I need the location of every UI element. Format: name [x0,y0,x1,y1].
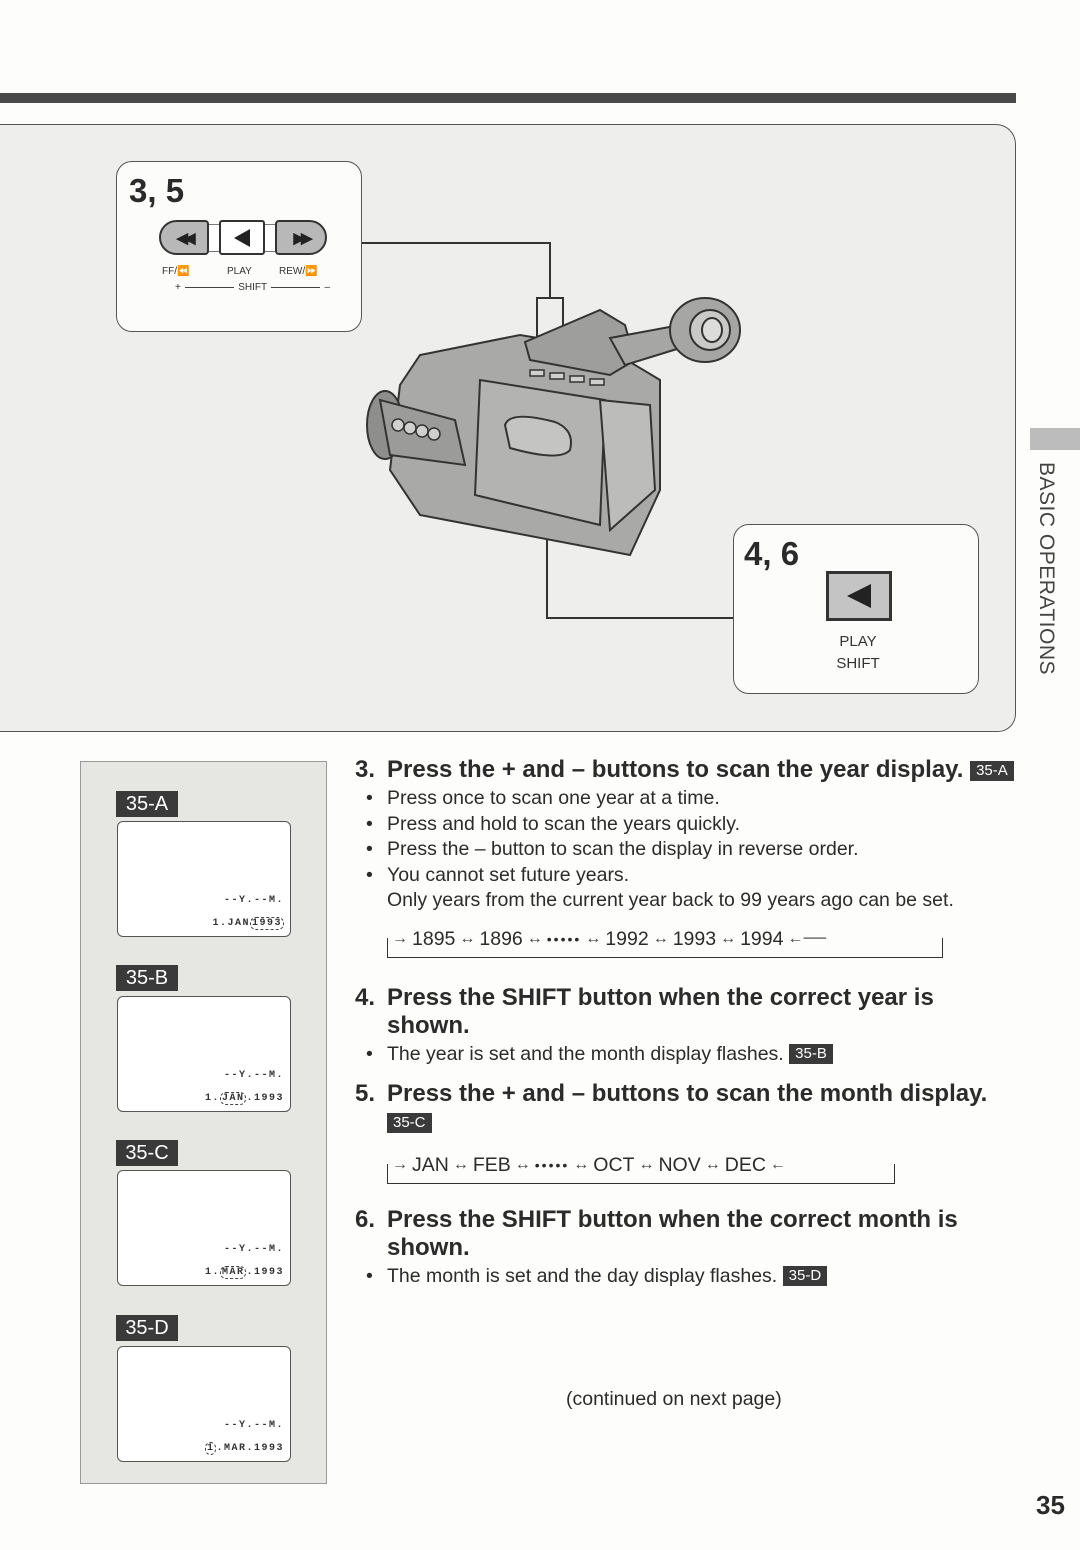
step-text: Press the SHIFT button when the correct year is shown. [387,983,934,1039]
year-cycle-diagram [387,926,943,966]
screen-tag: 35-A [116,791,178,817]
callout-number: 4, 6 [744,535,800,572]
date-static: .1993 [246,1093,284,1104]
cycle-item: 1896 [479,927,523,950]
screen-date-format: --Y.--M. [223,1244,284,1255]
callout-number: 3, 5 [129,172,185,209]
cycle-ellipsis: ••••• [546,931,582,948]
bullet-item: • Press and hold to scan the years quickly. [355,812,1015,838]
header-rule [0,93,1016,103]
step-number: 4. [355,983,376,1011]
cycle-item: JAN [412,1153,449,1176]
display-screen-35b [117,996,291,1112]
step-title [355,756,1015,784]
camcorder-illustration [360,290,760,570]
flashing-field: JAN [221,1093,245,1104]
bullet-item: • Press the – button to scan the display in reverse order. [355,837,1015,863]
cycle-ellipsis: ••••• [534,1157,570,1174]
step-text: Press the + and – buttons to scan the year display. [387,756,964,783]
shift-label: SHIFT [836,655,880,672]
cycle-item: 1992 [605,927,649,950]
page-number: 35 [1036,1490,1065,1520]
date-static: 1. [204,1267,220,1278]
step-text: Press the + and – buttons to scan the month display. [387,1079,988,1107]
display-screen-35d [117,1346,291,1462]
play-label: PLAY [227,266,252,277]
bullet-list [355,786,1015,888]
shift-label: SHIFT [238,282,268,293]
date-static: 1.JAN [212,918,250,929]
fast-forward-icon: ▶▶ [293,229,309,247]
section-tab-label: BASIC OPERATIONS [1035,462,1058,675]
play-shift-button[interactable] [826,571,892,621]
ff-label: FF/⏪ [162,266,190,277]
step-5 [355,1080,1015,1192]
button-row [159,220,327,256]
cycle-sequence [392,1154,786,1177]
play-icon [847,584,871,608]
screen-date-value [212,917,284,930]
cycle-item: DEC [724,1153,766,1176]
flashing-field: 1 [206,1443,215,1454]
screen-tag: 35-C [116,1140,178,1166]
shift-indicator [175,282,330,293]
arrow-both-icon: ↔ [720,930,737,948]
arrow-both-icon: ↔ [459,930,476,948]
step-number: 5. [355,1079,376,1107]
date-static: 1. [204,1093,220,1104]
step-text: Press the SHIFT button when the correct month is shown. [387,1205,958,1261]
arrow-both-icon: ↔ [573,1156,590,1174]
play-icon [234,229,250,247]
leader-line [362,242,550,244]
screen-tag: 35-B [116,965,178,991]
cycle-item: FEB [472,1153,511,1176]
date-static: .MAR.1993 [216,1443,284,1454]
play-label: PLAY [839,633,877,650]
step-title [355,1206,1015,1262]
button-gap [209,224,219,252]
play-shift-button[interactable] [219,220,265,255]
screen-date-value [205,1092,284,1105]
arrow-both-icon: ↔ [585,930,602,948]
arrow-left-icon: ←── [787,930,827,948]
screen-ref-tag: 35-A [970,761,1014,781]
bullet-item: • Press once to scan one year at a time. [355,786,1015,812]
display-screen-35a [117,821,291,937]
step-title [355,1080,1015,1136]
callout-steps-4-6 [733,524,979,694]
screen-ref-tag: 35-B [789,1044,833,1064]
ff-plus-button[interactable] [159,220,209,255]
rewind-icon: ◀◀ [176,229,192,247]
bullet-list [355,1042,1015,1068]
bullet-continuation: Only years from the current year back to 99 years ago can be set. [387,889,954,912]
cycle-item: 1994 [740,927,784,950]
screen-date-format: --Y.--M. [223,1420,284,1431]
plus-label: + [175,282,181,293]
arrow-left-icon: ← [769,1156,786,1174]
step-3 [355,756,1015,966]
screen-date-value [205,1442,284,1455]
bullet-text: The month is set and the day display flashes. [387,1264,778,1287]
display-screens-panel [80,761,327,1484]
bullet-item [355,1264,1015,1290]
screen-date-format: --Y.--M. [223,1070,284,1081]
arrow-right-icon: → [392,1156,408,1174]
screen-ref-tag: 35-D [783,1266,828,1286]
cycle-sequence [392,928,826,951]
cycle-item: 1993 [672,927,717,950]
callout-steps-3-5 [116,161,362,332]
bullet-text: The year is set and the month display flashes. [387,1042,784,1065]
arrow-both-icon: ↔ [452,1156,469,1174]
minus-label: – [324,282,331,293]
step-4 [355,984,1015,1068]
cycle-item: NOV [658,1153,701,1176]
arrow-both-icon: ↔ [514,1156,531,1174]
screen-date-format: --Y.--M. [223,895,284,906]
flashing-field: MAR [221,1267,245,1278]
arrow-both-icon: ↔ [526,930,543,948]
arrow-both-icon: ↔ [704,1156,721,1174]
arrow-right-icon: → [392,930,408,948]
rew-label: REW/⏩ [279,266,318,277]
dash-line [185,287,234,288]
step-6 [355,1206,1015,1290]
cycle-item: OCT [593,1153,635,1176]
bullet-item: • You cannot set future years. [355,863,1015,889]
cycle-item: 1895 [412,927,456,950]
bullet-list [355,1264,1015,1290]
display-screen-35c [117,1170,291,1286]
instructions [355,756,1015,1289]
continued-note: (continued on next page) [566,1388,782,1410]
button-gap [265,224,275,252]
screen-ref-tag: 35-C [387,1113,432,1133]
step-title [355,984,1015,1040]
section-tab-marker [1030,428,1080,450]
step-number: 6. [355,1205,376,1233]
dash-line [271,287,320,288]
arrow-both-icon: ↔ [652,930,669,948]
bullet-item [355,1042,1015,1068]
date-static: .1993 [246,1267,284,1278]
screen-date-value [205,1266,284,1279]
leader-line [546,617,734,619]
flashing-field: 1993 [251,918,282,929]
month-cycle-diagram [387,1152,895,1192]
screen-tag: 35-D [116,1315,178,1341]
rew-minus-button[interactable] [275,220,327,255]
step-number: 3. [355,756,376,783]
arrow-both-icon: ↔ [638,1156,655,1174]
